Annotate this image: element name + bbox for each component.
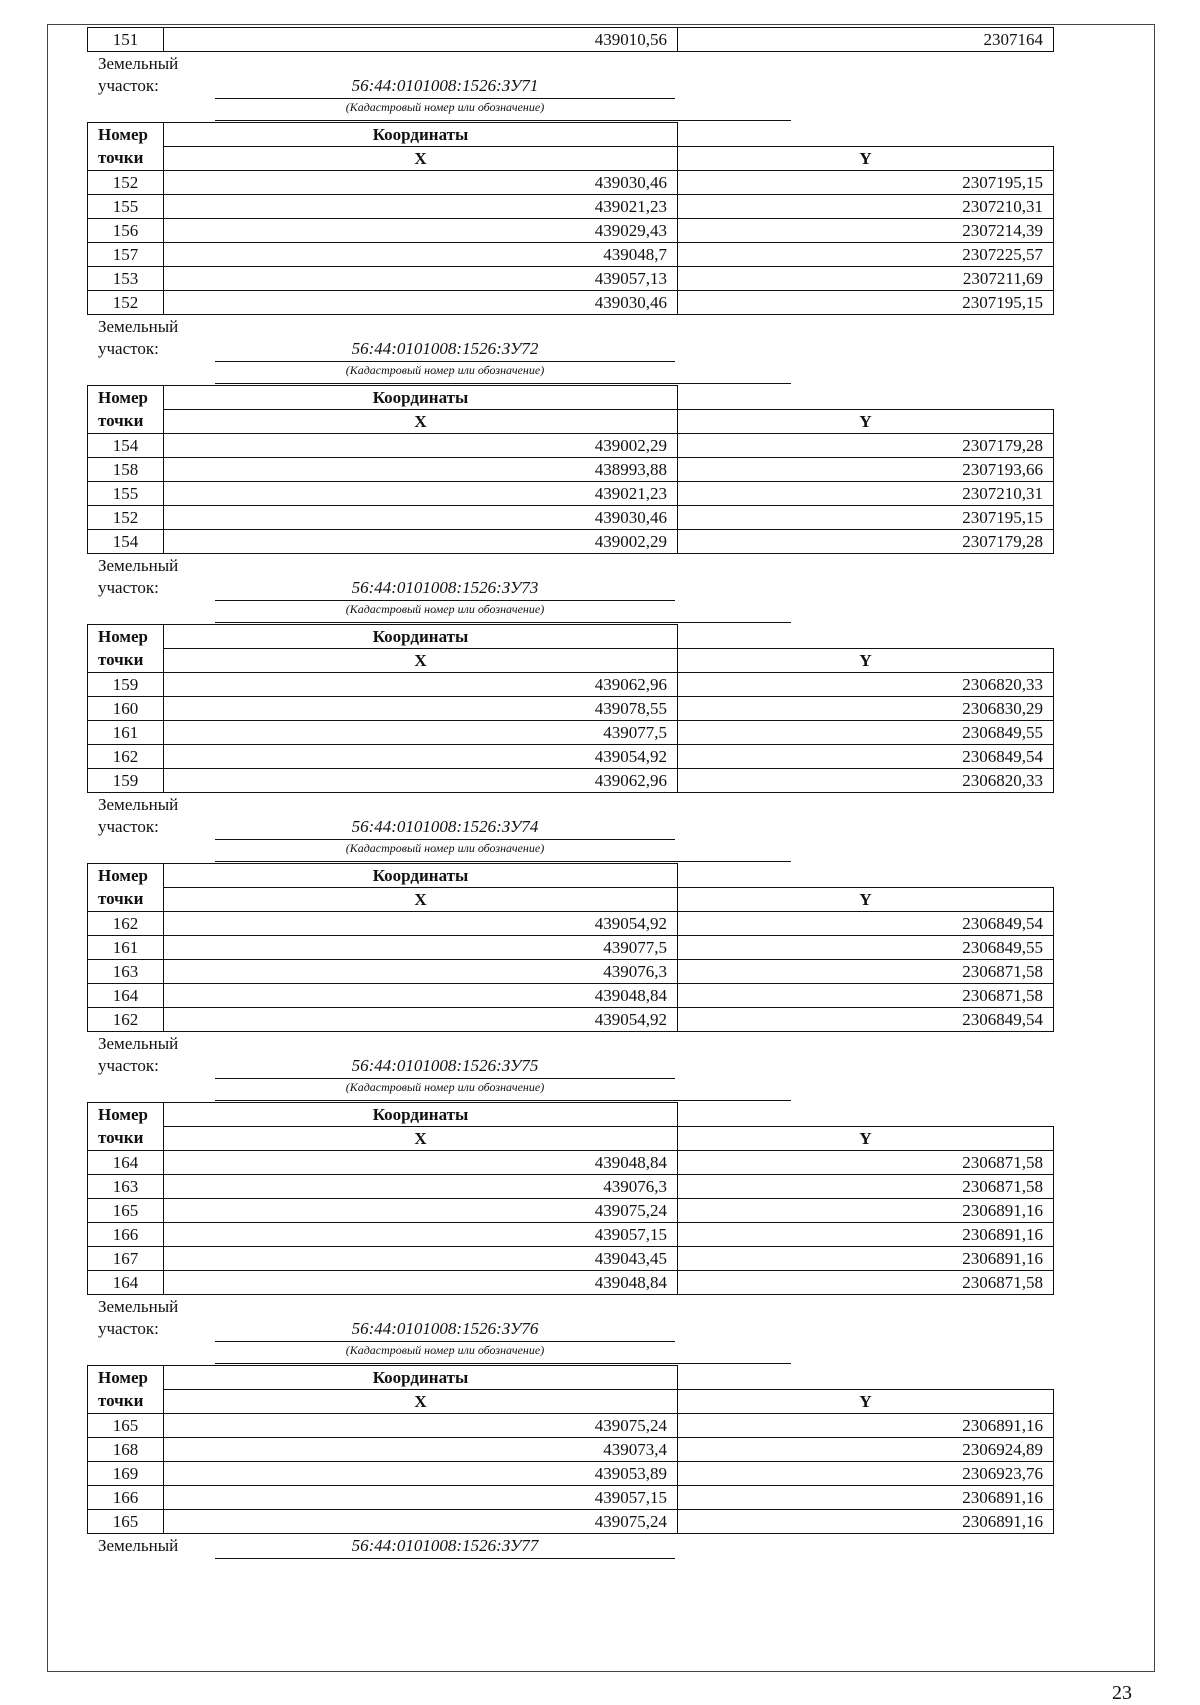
header-empty-cell bbox=[678, 625, 1054, 649]
header-y: Y bbox=[678, 410, 1054, 434]
table-header-row bbox=[88, 625, 1054, 649]
point-number: 167 bbox=[88, 1247, 164, 1271]
coord-y: 2307193,66 bbox=[678, 458, 1054, 482]
header-y: Y bbox=[678, 888, 1054, 912]
coord-x: 439030,46 bbox=[164, 291, 678, 315]
coord-x: 439029,43 bbox=[164, 219, 678, 243]
coordinates-table bbox=[87, 385, 1054, 554]
table-header-row bbox=[88, 649, 1054, 673]
coord-x: 439054,92 bbox=[164, 1008, 678, 1032]
coord-y: 2306923,76 bbox=[678, 1462, 1054, 1486]
coord-y: 2306891,16 bbox=[678, 1223, 1054, 1247]
table-row bbox=[88, 1151, 1054, 1175]
table-row bbox=[88, 912, 1054, 936]
coord-x: 439048,7 bbox=[164, 243, 678, 267]
coordinates-table bbox=[87, 1102, 1054, 1295]
coord-x: 439075,24 bbox=[164, 1414, 678, 1438]
coord-x: 439077,5 bbox=[164, 936, 678, 960]
table-header-row bbox=[88, 1127, 1054, 1151]
point-number: 165 bbox=[88, 1510, 164, 1534]
point-number: 155 bbox=[88, 195, 164, 219]
table-row bbox=[88, 769, 1054, 793]
coord-y: 2306849,55 bbox=[678, 936, 1054, 960]
cadastral-number: 56:44:0101008:1526:ЗУ77 bbox=[215, 1534, 675, 1559]
coord-x: 439030,46 bbox=[164, 171, 678, 195]
table-row bbox=[88, 1462, 1054, 1486]
header-y: Y bbox=[678, 147, 1054, 171]
point-number: 159 bbox=[88, 673, 164, 697]
divider bbox=[215, 1100, 791, 1101]
point-number: 166 bbox=[88, 1486, 164, 1510]
coord-y: 2306849,54 bbox=[678, 745, 1054, 769]
divider bbox=[215, 622, 791, 623]
header-number-line1: Номер bbox=[88, 1103, 164, 1127]
coord-x: 439075,24 bbox=[164, 1199, 678, 1223]
table-row bbox=[88, 673, 1054, 697]
coord-x: 439062,96 bbox=[164, 769, 678, 793]
coord-y: 2306891,16 bbox=[678, 1486, 1054, 1510]
parcel-label-line1: Земельный bbox=[98, 556, 179, 575]
coordinates-table bbox=[87, 624, 1054, 793]
header-y: Y bbox=[678, 1390, 1054, 1414]
table-header-row bbox=[88, 386, 1054, 410]
table-row bbox=[88, 458, 1054, 482]
coord-x: 439078,55 bbox=[164, 697, 678, 721]
cadastral-number: 56:44:0101008:1526:ЗУ71 bbox=[215, 74, 675, 99]
coord-y: 2306849,54 bbox=[678, 912, 1054, 936]
divider bbox=[215, 861, 791, 862]
coord-x: 439002,29 bbox=[164, 434, 678, 458]
table-row bbox=[88, 721, 1054, 745]
parcel-label-line2: участок: bbox=[98, 1056, 159, 1075]
coord-x: 439048,84 bbox=[164, 1271, 678, 1295]
coord-x: 439057,15 bbox=[164, 1223, 678, 1247]
coord-y: 2307164 bbox=[678, 28, 1054, 52]
point-number: 169 bbox=[88, 1462, 164, 1486]
table-header-row bbox=[88, 888, 1054, 912]
coord-x: 439054,92 bbox=[164, 912, 678, 936]
cadastral-number: 56:44:0101008:1526:ЗУ74 bbox=[215, 815, 675, 840]
table-row bbox=[88, 195, 1054, 219]
coord-y: 2306891,16 bbox=[678, 1247, 1054, 1271]
page-number: 23 bbox=[1112, 1682, 1132, 1704]
coord-x: 439062,96 bbox=[164, 673, 678, 697]
point-number: 151 bbox=[88, 28, 164, 52]
point-number: 154 bbox=[88, 530, 164, 554]
table-header-row bbox=[88, 123, 1054, 147]
header-coordinates: Координаты bbox=[164, 625, 678, 649]
parcel-label-line1: Земельный bbox=[98, 54, 179, 73]
parcel-header bbox=[87, 315, 1053, 385]
coord-y: 2306871,58 bbox=[678, 960, 1054, 984]
header-coordinates: Координаты bbox=[164, 864, 678, 888]
cadastral-number: 56:44:0101008:1526:ЗУ76 bbox=[215, 1317, 675, 1342]
table-header-row bbox=[88, 410, 1054, 434]
cadastral-number: 56:44:0101008:1526:ЗУ73 bbox=[215, 576, 675, 601]
coord-y: 2306871,58 bbox=[678, 1175, 1054, 1199]
header-coordinates: Координаты bbox=[164, 386, 678, 410]
divider bbox=[215, 383, 791, 384]
parcel-label-line2: участок: bbox=[98, 817, 159, 836]
header-number-line1: Номер bbox=[88, 625, 164, 649]
header-number-line2: точки bbox=[88, 1390, 164, 1414]
table-row bbox=[88, 1486, 1054, 1510]
point-number: 162 bbox=[88, 1008, 164, 1032]
parcel-label-line2: участок: bbox=[98, 578, 159, 597]
header-coordinates: Координаты bbox=[164, 1103, 678, 1127]
parcel-header bbox=[87, 554, 1053, 624]
coord-y: 2307179,28 bbox=[678, 434, 1054, 458]
table-row bbox=[88, 1223, 1054, 1247]
cadastral-hint: (Кадастровый номер или обозначение) bbox=[345, 1343, 545, 1357]
table-row bbox=[88, 1175, 1054, 1199]
table-row bbox=[88, 984, 1054, 1008]
point-number: 164 bbox=[88, 984, 164, 1008]
coord-x: 439021,23 bbox=[164, 195, 678, 219]
point-number: 166 bbox=[88, 1223, 164, 1247]
coordinates-table bbox=[87, 122, 1054, 315]
coord-x: 439021,23 bbox=[164, 482, 678, 506]
parcel-header bbox=[87, 1295, 1053, 1365]
coord-y: 2306871,58 bbox=[678, 1151, 1054, 1175]
point-number: 161 bbox=[88, 721, 164, 745]
header-x: X bbox=[164, 147, 678, 171]
coord-x: 439057,13 bbox=[164, 267, 678, 291]
table-row bbox=[88, 960, 1054, 984]
coord-y: 2307210,31 bbox=[678, 482, 1054, 506]
point-number: 152 bbox=[88, 171, 164, 195]
coord-y: 2307195,15 bbox=[678, 171, 1054, 195]
point-number: 164 bbox=[88, 1151, 164, 1175]
coordinates-table bbox=[87, 1365, 1054, 1534]
point-number: 164 bbox=[88, 1271, 164, 1295]
point-number: 158 bbox=[88, 458, 164, 482]
table-row bbox=[88, 1008, 1054, 1032]
parcel-label-line1: Земельный bbox=[98, 1536, 179, 1555]
point-number: 162 bbox=[88, 745, 164, 769]
header-empty-cell bbox=[678, 123, 1054, 147]
table-row bbox=[88, 434, 1054, 458]
header-number-line1: Номер bbox=[88, 1366, 164, 1390]
coord-x: 439057,15 bbox=[164, 1486, 678, 1510]
coord-x: 439048,84 bbox=[164, 1151, 678, 1175]
coord-x: 439053,89 bbox=[164, 1462, 678, 1486]
coord-x: 439054,92 bbox=[164, 745, 678, 769]
point-number: 163 bbox=[88, 1175, 164, 1199]
table-row bbox=[88, 745, 1054, 769]
point-number: 168 bbox=[88, 1438, 164, 1462]
table-row bbox=[88, 1438, 1054, 1462]
point-number: 161 bbox=[88, 936, 164, 960]
table-header-row bbox=[88, 1103, 1054, 1127]
table-row bbox=[88, 697, 1054, 721]
parcel-label-line1: Земельный bbox=[98, 317, 179, 336]
coord-x: 439075,24 bbox=[164, 1510, 678, 1534]
table-row bbox=[88, 482, 1054, 506]
coord-y: 2306820,33 bbox=[678, 673, 1054, 697]
coord-y: 2307195,15 bbox=[678, 291, 1054, 315]
divider bbox=[215, 120, 791, 121]
point-number: 152 bbox=[88, 291, 164, 315]
table-row bbox=[88, 1247, 1054, 1271]
coord-y: 2307214,39 bbox=[678, 219, 1054, 243]
table-row bbox=[88, 1199, 1054, 1223]
point-number: 159 bbox=[88, 769, 164, 793]
table-row bbox=[88, 1271, 1054, 1295]
coord-x: 439048,84 bbox=[164, 984, 678, 1008]
parcel-label-line1: Земельный bbox=[98, 1297, 179, 1316]
coord-y: 2306849,54 bbox=[678, 1008, 1054, 1032]
parcel-label-line2: участок: bbox=[98, 76, 159, 95]
coord-x: 439030,46 bbox=[164, 506, 678, 530]
point-number: 160 bbox=[88, 697, 164, 721]
header-y: Y bbox=[678, 649, 1054, 673]
parcel-header bbox=[87, 1032, 1053, 1102]
coord-x: 439073,4 bbox=[164, 1438, 678, 1462]
parcel-header bbox=[87, 793, 1053, 863]
header-x: X bbox=[164, 649, 678, 673]
parcel-label-line1: Земельный bbox=[98, 1034, 179, 1053]
parcel-header bbox=[87, 52, 1053, 122]
coord-y: 2307179,28 bbox=[678, 530, 1054, 554]
coord-y: 2306891,16 bbox=[678, 1510, 1054, 1534]
coordinates-table bbox=[87, 863, 1054, 1032]
header-number-line2: точки bbox=[88, 649, 164, 673]
point-number: 156 bbox=[88, 219, 164, 243]
point-number: 155 bbox=[88, 482, 164, 506]
parcel-label-line1: Земельный bbox=[98, 795, 179, 814]
table-row bbox=[88, 1414, 1054, 1438]
coord-y: 2306849,55 bbox=[678, 721, 1054, 745]
point-number: 163 bbox=[88, 960, 164, 984]
header-y: Y bbox=[678, 1127, 1054, 1151]
point-number: 165 bbox=[88, 1414, 164, 1438]
header-number-line1: Номер bbox=[88, 123, 164, 147]
table-header-row bbox=[88, 147, 1054, 171]
coord-x: 438993,88 bbox=[164, 458, 678, 482]
table-row bbox=[88, 28, 1054, 52]
coord-y: 2307225,57 bbox=[678, 243, 1054, 267]
header-number-line2: точки bbox=[88, 147, 164, 171]
table-header-row bbox=[88, 1390, 1054, 1414]
cadastral-hint: (Кадастровый номер или обозначение) bbox=[345, 602, 545, 616]
cadastral-number: 56:44:0101008:1526:ЗУ75 bbox=[215, 1054, 675, 1079]
table-row bbox=[88, 291, 1054, 315]
coord-x: 439010,56 bbox=[164, 28, 678, 52]
header-x: X bbox=[164, 1127, 678, 1151]
header-number-line1: Номер bbox=[88, 864, 164, 888]
table-row bbox=[88, 267, 1054, 291]
table-row bbox=[88, 171, 1054, 195]
coord-y: 2307211,69 bbox=[678, 267, 1054, 291]
point-number: 162 bbox=[88, 912, 164, 936]
coordinates-table-continued bbox=[87, 27, 1054, 52]
cadastral-hint: (Кадастровый номер или обозначение) bbox=[345, 841, 545, 855]
header-x: X bbox=[164, 1390, 678, 1414]
header-x: X bbox=[164, 888, 678, 912]
coord-x: 439043,45 bbox=[164, 1247, 678, 1271]
header-number-line2: точки bbox=[88, 1127, 164, 1151]
table-row bbox=[88, 243, 1054, 267]
header-coordinates: Координаты bbox=[164, 1366, 678, 1390]
cadastral-hint: (Кадастровый номер или обозначение) bbox=[345, 1080, 545, 1094]
cadastral-number: 56:44:0101008:1526:ЗУ72 bbox=[215, 337, 675, 362]
coord-y: 2306871,58 bbox=[678, 984, 1054, 1008]
point-number: 153 bbox=[88, 267, 164, 291]
point-number: 165 bbox=[88, 1199, 164, 1223]
table-row bbox=[88, 530, 1054, 554]
coord-x: 439077,5 bbox=[164, 721, 678, 745]
table-row bbox=[88, 936, 1054, 960]
header-number-line2: точки bbox=[88, 888, 164, 912]
cadastral-hint: (Кадастровый номер или обозначение) bbox=[345, 100, 545, 114]
cadastral-hint: (Кадастровый номер или обозначение) bbox=[345, 363, 545, 377]
point-number: 157 bbox=[88, 243, 164, 267]
document-content bbox=[87, 27, 1053, 1574]
header-empty-cell bbox=[678, 1366, 1054, 1390]
header-empty-cell bbox=[678, 386, 1054, 410]
parcel-label-line2: участок: bbox=[98, 339, 159, 358]
point-number: 154 bbox=[88, 434, 164, 458]
coord-y: 2307195,15 bbox=[678, 506, 1054, 530]
header-x: X bbox=[164, 410, 678, 434]
parcel-header bbox=[87, 1534, 1053, 1574]
table-row bbox=[88, 506, 1054, 530]
table-header-row bbox=[88, 864, 1054, 888]
header-number-line2: точки bbox=[88, 410, 164, 434]
divider bbox=[215, 1363, 791, 1364]
coord-y: 2306820,33 bbox=[678, 769, 1054, 793]
coord-y: 2307210,31 bbox=[678, 195, 1054, 219]
point-number: 152 bbox=[88, 506, 164, 530]
table-row bbox=[88, 1510, 1054, 1534]
table-header-row bbox=[88, 1366, 1054, 1390]
coord-x: 439076,3 bbox=[164, 960, 678, 984]
header-empty-cell bbox=[678, 864, 1054, 888]
coord-y: 2306871,58 bbox=[678, 1271, 1054, 1295]
header-number-line1: Номер bbox=[88, 386, 164, 410]
coord-x: 439002,29 bbox=[164, 530, 678, 554]
coord-y: 2306924,89 bbox=[678, 1438, 1054, 1462]
coord-x: 439076,3 bbox=[164, 1175, 678, 1199]
coord-y: 2306830,29 bbox=[678, 697, 1054, 721]
coord-y: 2306891,16 bbox=[678, 1414, 1054, 1438]
header-empty-cell bbox=[678, 1103, 1054, 1127]
parcel-label-line2: участок: bbox=[98, 1319, 159, 1338]
table-row bbox=[88, 219, 1054, 243]
header-coordinates: Координаты bbox=[164, 123, 678, 147]
coord-y: 2306891,16 bbox=[678, 1199, 1054, 1223]
